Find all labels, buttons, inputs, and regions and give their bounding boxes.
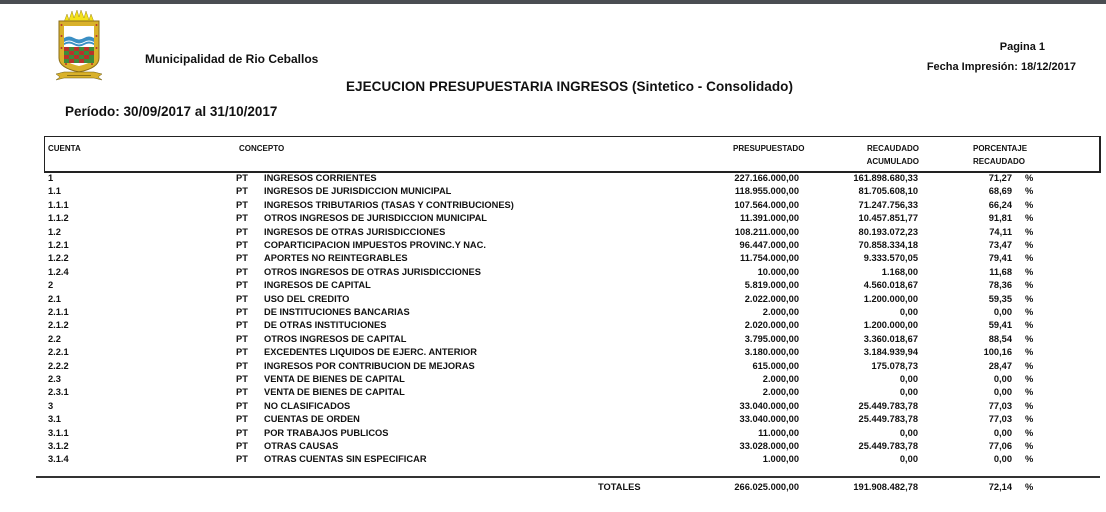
cell-tipo: PT (236, 427, 248, 438)
cell-cuenta: 3 (48, 400, 54, 411)
cell-percent-sign: % (1025, 226, 1034, 237)
cell-concepto: INGRESOS CORRIENTES (264, 173, 377, 183)
cell-recaudado: 1.200.000,00 (863, 320, 918, 331)
print-date: Fecha Impresión: 18/12/2017 (926, 61, 1076, 73)
cell-cuenta: 1.1.2 (48, 213, 69, 224)
cell-porcentaje: 79,41 (988, 253, 1012, 264)
table-row (0, 172, 1106, 185)
cell-cuenta: 1.2 (48, 226, 61, 237)
cell-presupuestado: 5.819.000,00 (744, 280, 799, 291)
cell-percent-sign: % (1025, 441, 1034, 451)
column-header-presupuestado: PRESUPUESTADO (733, 144, 805, 153)
cell-porcentaje: 0,00 (993, 307, 1012, 317)
cell-recaudado: 80.193.072,23 (858, 226, 918, 237)
table-row (0, 319, 1106, 332)
cell-tipo: PT (236, 226, 248, 237)
column-header-recaudado-line1: RECAUDADO (867, 144, 919, 153)
report-period: Período: 30/09/2017 al 31/10/2017 (65, 104, 278, 119)
cell-recaudado: 25.449.783,78 (858, 400, 918, 411)
cell-concepto: VENTA DE BIENES DE CAPITAL (264, 387, 405, 398)
cell-cuenta: 2.3 (48, 374, 61, 384)
cell-cuenta: 2.1.2 (48, 320, 69, 331)
cell-porcentaje: 0,00 (993, 454, 1012, 465)
cell-presupuestado: 3.180.000,00 (744, 347, 799, 358)
cell-percent-sign: % (1025, 414, 1034, 425)
cell-tipo: PT (236, 454, 248, 465)
cell-presupuestado: 107.564.000,00 (734, 199, 799, 210)
totals-divider (36, 476, 1100, 478)
cell-tipo: PT (236, 320, 248, 331)
cell-cuenta: 1.2.1 (48, 240, 69, 250)
cell-porcentaje: 77,03 (988, 400, 1012, 411)
cell-concepto: INGRESOS DE JURISDICCION MUNICIPAL (264, 186, 452, 197)
cell-porcentaje: 11,68 (989, 266, 1012, 277)
cell-percent-sign: % (1025, 293, 1034, 304)
cell-tipo: PT (236, 186, 248, 197)
cell-concepto: INGRESOS TRIBUTARIOS (TASAS Y CONTRIBUCIONES) (264, 199, 514, 210)
cell-porcentaje: 68,69 (988, 186, 1012, 197)
cell-concepto: OTROS INGRESOS DE OTRAS JURISDICCIONES (264, 266, 481, 277)
cell-cuenta: 3.1 (48, 414, 61, 425)
cell-concepto: INGRESOS DE OTRAS JURISDICCIONES (264, 226, 446, 237)
column-header-recaudado (837, 142, 919, 168)
cell-concepto: OTROS INGRESOS DE CAPITAL (264, 333, 407, 344)
cell-presupuestado: 2.000,00 (762, 387, 799, 398)
cell-tipo: PT (236, 173, 248, 183)
cell-recaudado: 4.560.018,67 (863, 280, 918, 291)
cell-cuenta: 1.2.2 (48, 253, 69, 264)
cell-cuenta: 2.1 (48, 293, 61, 304)
cell-percent-sign: % (1025, 454, 1034, 465)
checkered-field (64, 47, 94, 63)
page-number: Pagina 1 (999, 41, 1045, 53)
cell-percent-sign: % (1025, 266, 1034, 277)
cell-recaudado: 10.457.851,77 (858, 213, 918, 224)
table-header (44, 136, 1101, 173)
cell-tipo: PT (236, 266, 248, 277)
table-row (0, 199, 1106, 212)
cell-concepto: POR TRABAJOS PUBLICOS (264, 427, 389, 438)
cell-porcentaje: 0,00 (993, 387, 1012, 398)
cell-recaudado: 3.184.939,94 (863, 347, 918, 358)
table-row (0, 360, 1106, 373)
cell-percent-sign: % (1025, 333, 1034, 344)
column-header-porcentaje-line2: RECAUDADO (973, 157, 1025, 166)
cell-recaudado: 0,00 (899, 307, 918, 317)
table-row (0, 333, 1106, 346)
table-row (0, 185, 1106, 198)
cell-recaudado: 71.247.756,33 (858, 199, 918, 210)
cell-porcentaje: 100,16 (983, 347, 1012, 358)
totals-label: TOTALES (598, 482, 641, 492)
cell-cuenta: 1.2.4 (48, 266, 69, 277)
cell-tipo: PT (236, 400, 248, 411)
cell-tipo: PT (236, 199, 248, 210)
table-row (0, 440, 1106, 453)
cell-porcentaje: 59,35 (988, 293, 1012, 304)
cell-concepto: USO DEL CREDITO (264, 293, 350, 304)
cell-cuenta: 2.1.1 (48, 307, 69, 317)
cell-cuenta: 2.2 (48, 333, 61, 344)
table-row (0, 400, 1106, 413)
table-row (0, 212, 1106, 225)
cell-recaudado: 1.168,00 (881, 266, 918, 277)
table-row (0, 373, 1106, 386)
cell-recaudado: 0,00 (899, 427, 918, 438)
cell-recaudado: 9.333.570,05 (863, 253, 918, 264)
cell-percent-sign: % (1025, 240, 1034, 250)
sun-icon (64, 10, 94, 22)
cell-cuenta: 1.1 (48, 186, 61, 197)
table-row (0, 306, 1106, 319)
municipality-name: Municipalidad de Rio Ceballos (145, 52, 319, 66)
cell-concepto: OTRAS CAUSAS (264, 441, 339, 451)
cell-porcentaje: 77,03 (988, 414, 1012, 425)
table-row (0, 252, 1106, 265)
cell-cuenta: 2.3.1 (48, 387, 69, 398)
cell-concepto: OTRAS CUENTAS SIN ESPECIFICAR (264, 454, 427, 465)
cell-percent-sign: % (1025, 307, 1034, 317)
cell-presupuestado: 2.022.000,00 (744, 293, 799, 304)
table-row (0, 239, 1106, 252)
totals-percent-sign: % (1025, 482, 1034, 492)
cell-tipo: PT (236, 280, 248, 291)
cell-tipo: PT (236, 441, 248, 451)
cell-concepto: APORTES NO REINTEGRABLES (264, 253, 408, 264)
table-row (0, 279, 1106, 292)
totals-recaudado: 191.908.482,78 (853, 482, 918, 492)
cell-concepto: DE OTRAS INSTITUCIONES (264, 320, 387, 331)
cell-porcentaje: 78,36 (988, 280, 1012, 291)
cell-porcentaje: 73,47 (988, 240, 1012, 250)
cell-porcentaje: 0,00 (993, 374, 1012, 384)
table-row (0, 386, 1106, 399)
cell-cuenta: 2.2.2 (48, 360, 69, 371)
cell-tipo: PT (236, 307, 248, 317)
cell-presupuestado: 615.000,00 (752, 360, 799, 371)
cell-presupuestado: 11.000,00 (758, 427, 799, 438)
cell-concepto: DE INSTITUCIONES BANCARIAS (264, 307, 410, 317)
cell-percent-sign: % (1025, 374, 1034, 384)
ribbon-banner (56, 72, 102, 80)
cell-recaudado: 0,00 (899, 374, 918, 384)
cell-porcentaje: 59,41 (988, 320, 1012, 331)
cell-presupuestado: 1.000,00 (762, 454, 799, 465)
column-header-cuenta: CUENTA (48, 144, 81, 153)
cell-recaudado: 25.449.783,78 (858, 441, 918, 451)
cell-percent-sign: % (1025, 213, 1034, 224)
cell-recaudado: 81.705.608,10 (858, 186, 918, 197)
cell-presupuestado: 96.447.000,00 (739, 240, 799, 250)
cell-percent-sign: % (1025, 199, 1034, 210)
cell-percent-sign: % (1025, 387, 1034, 398)
table-row (0, 266, 1106, 279)
table-row (0, 293, 1106, 306)
cell-presupuestado: 118.955.000,00 (734, 186, 799, 197)
cell-porcentaje: 28,47 (988, 360, 1012, 371)
totals-porcentaje: 72,14 (988, 482, 1012, 492)
totals-row (0, 481, 1106, 494)
cell-cuenta: 3.1.2 (48, 441, 69, 451)
cell-percent-sign: % (1025, 253, 1034, 264)
cell-concepto: NO CLASIFICADOS (264, 400, 351, 411)
cell-cuenta: 2 (48, 280, 54, 291)
cell-presupuestado: 2.000,00 (762, 374, 799, 384)
cell-percent-sign: % (1025, 360, 1034, 371)
cell-concepto: CUENTAS DE ORDEN (264, 414, 360, 425)
cell-porcentaje: 71,27 (988, 173, 1012, 183)
municipal-coat-of-arms-logo (54, 8, 104, 82)
cell-presupuestado: 2.000,00 (762, 307, 799, 317)
cell-porcentaje: 77,06 (988, 441, 1012, 451)
table-row (0, 226, 1106, 239)
cell-concepto: COPARTICIPACION IMPUESTOS PROVINC.Y NAC. (264, 240, 486, 250)
cell-tipo: PT (236, 333, 248, 344)
cell-percent-sign: % (1025, 173, 1034, 183)
cell-recaudado: 25.449.783,78 (858, 414, 918, 425)
cell-presupuestado: 227.166.000,00 (734, 173, 799, 183)
cell-recaudado: 0,00 (899, 387, 918, 398)
table-row (0, 413, 1106, 426)
cell-concepto: INGRESOS DE CAPITAL (264, 280, 371, 291)
cell-presupuestado: 3.795.000,00 (744, 333, 799, 344)
cell-presupuestado: 10.000,00 (757, 266, 799, 277)
cell-tipo: PT (236, 347, 248, 358)
cell-percent-sign: % (1025, 427, 1034, 438)
cell-cuenta: 1 (48, 173, 54, 183)
cell-porcentaje: 91,81 (988, 213, 1012, 224)
cell-cuenta: 2.2.1 (48, 347, 69, 358)
cell-recaudado: 1.200.000,00 (863, 293, 918, 304)
cell-recaudado: 0,00 (899, 454, 918, 465)
cell-cuenta: 3.1.1 (48, 427, 69, 438)
cell-percent-sign: % (1025, 400, 1034, 411)
cell-tipo: PT (236, 213, 248, 224)
cell-cuenta: 1.1.1 (48, 199, 69, 210)
report-title: EJECUCION PRESUPUESTARIA INGRESOS (Sintetico - Consolidado) (346, 79, 793, 94)
cell-porcentaje: 0,00 (993, 427, 1012, 438)
column-header-recaudado-line2: ACUMULADO (866, 157, 919, 166)
cell-presupuestado: 33.028.000,00 (739, 441, 799, 451)
cell-tipo: PT (236, 414, 248, 425)
cell-porcentaje: 66,24 (988, 199, 1012, 210)
cell-presupuestado: 11.754.000,00 (740, 253, 799, 264)
cell-recaudado: 175.078,73 (871, 360, 918, 371)
cell-presupuestado: 11.391.000,00 (740, 213, 799, 224)
cell-presupuestado: 2.020.000,00 (744, 320, 799, 331)
cell-concepto: EXCEDENTES LIQUIDOS DE EJERC. ANTERIOR (264, 347, 477, 358)
cell-presupuestado: 33.040.000,00 (739, 400, 799, 411)
cell-percent-sign: % (1025, 280, 1034, 291)
table-row (0, 453, 1106, 466)
cell-porcentaje: 74,11 (989, 226, 1012, 237)
cell-tipo: PT (236, 360, 248, 371)
cell-concepto: OTROS INGRESOS DE JURISDICCION MUNICIPAL (264, 213, 487, 224)
column-header-porcentaje (973, 142, 1027, 168)
column-header-porcentaje-line1: PORCENTAJE (973, 144, 1028, 153)
cell-concepto: INGRESOS POR CONTRIBUCION DE MEJORAS (264, 360, 475, 371)
cell-tipo: PT (236, 374, 248, 384)
cell-tipo: PT (236, 293, 248, 304)
column-header-concepto: CONCEPTO (239, 144, 285, 153)
cell-concepto: VENTA DE BIENES DE CAPITAL (264, 374, 405, 384)
cell-presupuestado: 33.040.000,00 (739, 414, 799, 425)
cell-recaudado: 3.360.018,67 (863, 333, 918, 344)
cell-tipo: PT (236, 387, 248, 398)
cell-cuenta: 3.1.4 (48, 454, 69, 465)
cell-recaudado: 161.898.680,33 (853, 173, 918, 183)
table-row (0, 346, 1106, 359)
cell-tipo: PT (236, 240, 248, 250)
cell-porcentaje: 88,54 (988, 333, 1012, 344)
cell-presupuestado: 108.211.000,00 (734, 226, 799, 237)
cell-tipo: PT (236, 253, 248, 264)
cell-recaudado: 70.858.334,18 (858, 240, 918, 250)
cell-percent-sign: % (1025, 320, 1034, 331)
totals-presupuestado: 266.025.000,00 (734, 482, 799, 492)
cell-percent-sign: % (1025, 347, 1034, 358)
table-row (0, 427, 1106, 440)
window-top-bar (0, 0, 1106, 4)
cell-percent-sign: % (1025, 186, 1034, 197)
